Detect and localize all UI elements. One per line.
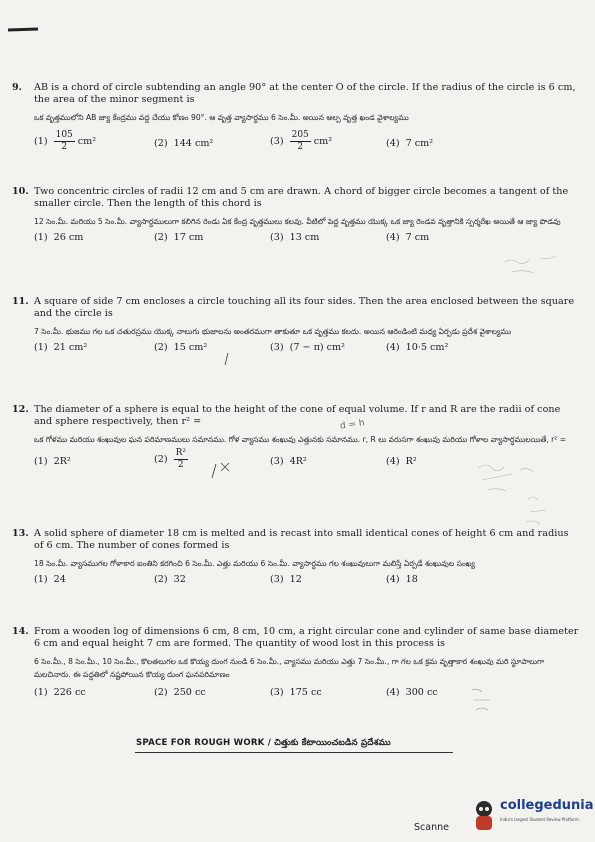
option-1[interactable] bbox=[34, 687, 86, 698]
option-1[interactable] bbox=[34, 574, 66, 585]
option-text: 17 cm bbox=[173, 232, 204, 243]
option-number: (4) bbox=[386, 138, 400, 149]
option-number: (3) bbox=[270, 232, 284, 243]
option-number: (4) bbox=[386, 456, 400, 467]
mascot-icon bbox=[470, 797, 498, 833]
option-text: 26 cm bbox=[53, 232, 84, 243]
option-text: 7 cm bbox=[405, 232, 430, 243]
option-number: (1) bbox=[34, 687, 48, 698]
option-number: (1) bbox=[34, 342, 48, 353]
option-2[interactable] bbox=[154, 687, 206, 698]
question-number: 9. bbox=[12, 82, 23, 93]
option-1[interactable] bbox=[34, 342, 87, 353]
option-text: 144 cm² bbox=[173, 138, 214, 149]
option-2[interactable] bbox=[154, 232, 203, 243]
option-text: 24 bbox=[53, 574, 66, 585]
question-text-english: A square of side 7 cm encloses a circle touching all its four sides. Then the area enclosed between the square and the circle is bbox=[34, 296, 575, 319]
fraction-denominator: 2 bbox=[177, 460, 184, 470]
option-1[interactable] bbox=[34, 456, 71, 467]
question-text-english: Two concentric circles of radii 12 cm and 5 cm are drawn. A chord of bigger circle becomes a tangent of the smaller circle. Then the length of this chord is bbox=[34, 186, 569, 209]
option-text: 18 bbox=[405, 574, 418, 585]
question-text-telugu: 7 సెం.మీ. భుజము గల ఒక చతురస్రము యొక్క నాలుగు భుజాలను అంతరముగా తాకుతూ ఒక వృత్తము కలదు. అయిన ఆరెండింటి మధ్య ఏర్పడు ప్రదేశ వైశాల్యము bbox=[34, 327, 512, 336]
option-text: 7 cm² bbox=[405, 138, 434, 149]
question-text-telugu: ఒక గోళము మరియు శంఖువుల ఘన పరిమాణములు సమానము. గోళ వ్యాసము శంఖువు ఎత్తునకు సమానము. r, R లు వరుసగా శంఖువు మరియు గోళాల వ్యాసార్ధములయితే, r² = bbox=[34, 435, 567, 444]
question-11 bbox=[12, 296, 580, 360]
question-text-telugu: 6 సెం.మీ., 8 సెం.మీ., 10 సెం.మీ., కొలతలుగల ఒక కొయ్య దుంగ నుండి 6 సెం.మీ., వ్యాసము మరియు ఎత్తు 7 సెం.మీ., గా గల ఒక క్రమ వృత్తాకార శంఖువు మరి స్థూపాలుగా మలచినారు. ఈ పద్ధతిలో నష్టపోయిన కొయ్య దుంగ ఘనపరిమాణం bbox=[34, 657, 545, 679]
option-number: (1) bbox=[34, 232, 48, 243]
option-1[interactable] bbox=[34, 130, 96, 153]
question-number: 11. bbox=[12, 296, 29, 307]
question-14 bbox=[12, 626, 580, 705]
option-1[interactable] bbox=[34, 232, 83, 243]
option-number: (4) bbox=[386, 342, 400, 353]
option-text: 15 cm² bbox=[173, 342, 208, 353]
option-text: 13 cm bbox=[289, 232, 320, 243]
question-text-telugu: 12 సెం.మీ. మరియు 5 సెం.మీ. వ్యాసార్ధములుగా కలిగిన రెండు ఏక కేంద్ర వృత్తములు కలవు. వీటిలో పెద్ద వృత్తము యొక్క ఒక జ్యా రెండవ వృత్తానికి స్పర్శరేఖ అయితే ఆ జ్యా పొడవు bbox=[34, 217, 561, 226]
fraction-denominator: 2 bbox=[61, 142, 68, 152]
option-4[interactable] bbox=[386, 232, 429, 243]
option-text: 32 bbox=[173, 574, 186, 585]
option-number: (3) bbox=[270, 574, 284, 585]
option-text: 226 cc bbox=[53, 687, 86, 698]
scanner-watermark: Scanne bbox=[414, 822, 449, 833]
option-unit: cm² bbox=[313, 136, 333, 147]
question-12 bbox=[12, 404, 580, 474]
option-text: (7 − π) cm² bbox=[289, 342, 345, 353]
option-3[interactable] bbox=[270, 342, 345, 353]
question-9 bbox=[12, 82, 580, 156]
option-number: (2) bbox=[154, 687, 168, 698]
option-text: 250 cc bbox=[173, 687, 206, 698]
logo-wordmark: collegedunia bbox=[500, 798, 594, 813]
option-text: 2R² bbox=[53, 456, 71, 467]
option-4[interactable] bbox=[386, 456, 417, 467]
option-4[interactable] bbox=[386, 687, 438, 698]
option-2[interactable] bbox=[154, 448, 191, 471]
handwritten-note-q12: d = h bbox=[339, 418, 366, 432]
option-number: (2) bbox=[154, 574, 168, 585]
question-number: 10. bbox=[12, 186, 29, 197]
option-3[interactable] bbox=[270, 456, 307, 467]
option-text: 300 cc bbox=[405, 687, 438, 698]
option-number: (1) bbox=[34, 574, 48, 585]
option-3[interactable] bbox=[270, 687, 322, 698]
option-text: 4R² bbox=[289, 456, 307, 467]
option-number: (4) bbox=[386, 232, 400, 243]
question-text-english: The diameter of a sphere is equal to the height of the cone of equal volume. If r and R are the radii of cone and sphere respectively, then r² = bbox=[34, 404, 561, 427]
rough-work-caption: SPACE FOR ROUGH WORK / చిత్తుకు కేటాయించబడిన ప్రదేశము bbox=[136, 738, 391, 748]
option-number: (2) bbox=[154, 232, 168, 243]
option-3[interactable] bbox=[270, 130, 332, 153]
options-row bbox=[34, 566, 580, 592]
fraction bbox=[290, 130, 311, 153]
fraction bbox=[174, 448, 188, 471]
fraction-numerator: 205 bbox=[291, 130, 309, 140]
question-text-english: From a wooden log of dimensions 6 cm, 8 cm, 10 cm, a right circular cone and cylinder of same base diameter 6 cm and equal height 7 cm are formed. The quantity of wood lost in this process is bbox=[34, 626, 579, 649]
option-number: (2) bbox=[154, 454, 168, 465]
option-2[interactable] bbox=[154, 138, 213, 149]
option-4[interactable] bbox=[386, 138, 433, 149]
option-number: (3) bbox=[270, 687, 284, 698]
options-row bbox=[34, 679, 580, 705]
option-3[interactable] bbox=[270, 574, 302, 585]
options-row bbox=[34, 130, 580, 156]
option-text: 21 cm² bbox=[53, 342, 88, 353]
question-10 bbox=[12, 186, 580, 250]
fraction-numerator: R² bbox=[175, 448, 186, 458]
option-text: 12 bbox=[289, 574, 302, 585]
question-number: 12. bbox=[12, 404, 29, 415]
question-number: 13. bbox=[12, 528, 29, 539]
fraction-denominator: 2 bbox=[297, 142, 304, 152]
option-text: R² bbox=[405, 456, 417, 467]
option-number: (1) bbox=[34, 456, 48, 467]
logo-tagline: India's largest Student Review Platform bbox=[500, 817, 579, 822]
option-number: (3) bbox=[270, 136, 284, 147]
option-number: (2) bbox=[154, 342, 168, 353]
page-edge-mark bbox=[8, 27, 38, 31]
option-number: (4) bbox=[386, 574, 400, 585]
collegedunia-logo bbox=[468, 795, 594, 839]
question-text-english: A solid sphere of diameter 18 cm is melted and is recast into small identical cones of height 6 cm and radius of 6 cm. The number of cones formed is bbox=[34, 528, 569, 551]
option-text: 175 cc bbox=[289, 687, 322, 698]
option-number: (1) bbox=[34, 136, 48, 147]
option-number: (3) bbox=[270, 342, 284, 353]
options-row bbox=[34, 448, 580, 474]
options-row bbox=[34, 224, 580, 250]
options-row bbox=[34, 334, 580, 360]
option-4[interactable] bbox=[386, 342, 448, 353]
option-unit: cm² bbox=[77, 136, 97, 147]
option-number: (3) bbox=[270, 456, 284, 467]
option-number: (4) bbox=[386, 687, 400, 698]
option-3[interactable] bbox=[270, 232, 319, 243]
option-2[interactable] bbox=[154, 342, 207, 353]
question-text-english: AB is a chord of circle subtending an angle 90° at the center O of the circle. If the radius of the circle is 6 cm, the area of the minor segment is bbox=[34, 82, 576, 105]
option-4[interactable] bbox=[386, 574, 418, 585]
fraction-numerator: 105 bbox=[55, 130, 73, 140]
option-2[interactable] bbox=[154, 574, 186, 585]
divider bbox=[135, 752, 453, 753]
option-number: (2) bbox=[154, 138, 168, 149]
question-text-telugu: 18 సెం.మీ. వ్యాసముగల గోళాకార ఐంతిని కరగించి 6 సెం.మీ. ఎత్తు మరియు 6 సెం.మీ. వ్యాసార్ధము గల శంఖువులుగా మలిస్తే ఏర్పడే శంఖువుల సంఖ్య bbox=[34, 559, 475, 568]
question-13 bbox=[12, 528, 580, 592]
question-number: 14. bbox=[12, 626, 29, 637]
fraction bbox=[54, 130, 75, 153]
question-text-telugu: ఒక వృత్తములోని AB జ్యా కేంద్రము వద్ద చేయు కోణం 90°. ఆ వృత్త వ్యాసార్ధము 6 సెం.మీ. అయిన అల్ప వృత్త ఖండ వైశాల్యము bbox=[34, 113, 409, 122]
option-text: 10·5 cm² bbox=[405, 342, 449, 353]
